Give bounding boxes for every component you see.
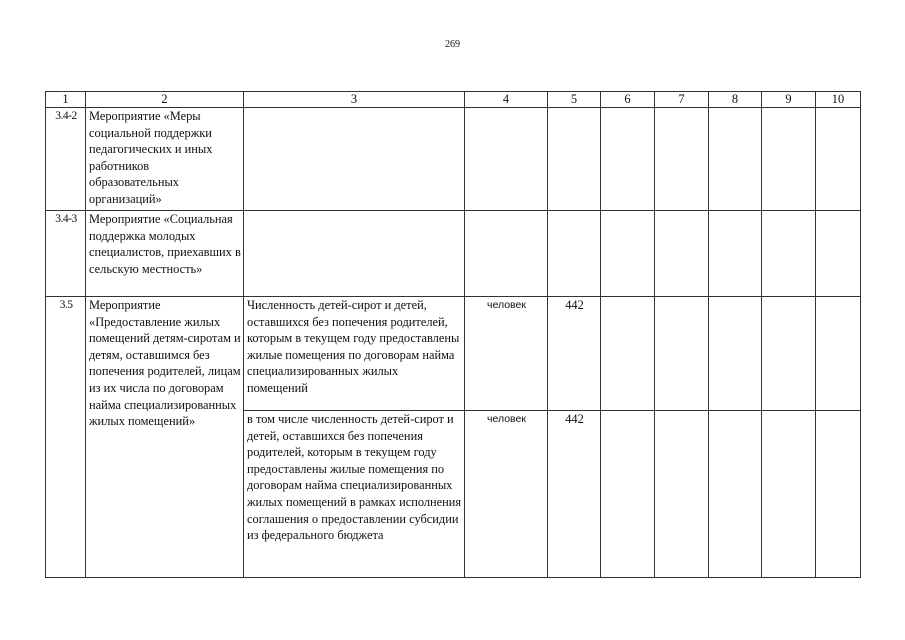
empty-cell — [762, 411, 816, 578]
empty-cell — [548, 108, 601, 211]
empty-cell — [762, 108, 816, 211]
column-header: 1 — [46, 92, 86, 108]
empty-cell — [816, 411, 861, 578]
empty-cell — [244, 211, 465, 297]
data-table — [45, 91, 861, 578]
page-number: 269 — [445, 39, 460, 50]
column-header: 9 — [762, 92, 816, 108]
empty-cell — [601, 211, 655, 297]
empty-cell — [655, 108, 709, 211]
empty-cell — [709, 108, 762, 211]
empty-cell — [655, 411, 709, 578]
measure-name: Мероприятие «Социальная поддержка молодых специалистов, приехавших в сельскую местность» — [86, 211, 244, 297]
row-number: 3.4-2 — [46, 108, 86, 211]
column-header: 6 — [601, 92, 655, 108]
empty-cell — [601, 297, 655, 411]
empty-cell — [655, 297, 709, 411]
unit-cell: человек — [465, 297, 548, 411]
empty-cell — [465, 211, 548, 297]
indicator-text: Численность детей-сирот и детей, оставшихся без попечения родителей, которым в текущем году предоставлены жилые помещения по договорам найма специализированных жилых помещений — [244, 297, 465, 411]
value-cell: 442 — [548, 411, 601, 578]
header-row — [46, 92, 861, 108]
column-header: 7 — [655, 92, 709, 108]
indicator-text: в том числе численность детей-сирот и детей, оставшихся без попечения родителей, которым в текущем году предоставлены жилые помещения по договорам найма специализированных жилых помещений в рамках исполнения соглашения о предоставлении субсидии из федерального бюджета — [244, 411, 465, 578]
row-number: 3.5 — [46, 297, 86, 578]
measure-name: Мероприятие «Предоставление жилых помещений детям-сиротам и детям, оставшимся без попечения родителей, лицам из их числа по договорам найма специализированных жилых помещений» — [86, 297, 244, 578]
column-header: 5 — [548, 92, 601, 108]
empty-cell — [655, 211, 709, 297]
measure-name: Мероприятие «Меры социальной поддержки педагогических и иных работников образовательных организаций» — [86, 108, 244, 211]
unit-cell: человек — [465, 411, 548, 578]
empty-cell — [709, 411, 762, 578]
empty-cell — [548, 211, 601, 297]
empty-cell — [601, 108, 655, 211]
empty-cell — [816, 297, 861, 411]
empty-cell — [601, 411, 655, 578]
table-row — [46, 297, 861, 411]
empty-cell — [816, 108, 861, 211]
empty-cell — [709, 297, 762, 411]
column-header: 8 — [709, 92, 762, 108]
empty-cell — [244, 108, 465, 211]
column-header: 10 — [816, 92, 861, 108]
table-row — [46, 108, 861, 211]
table-row — [46, 211, 861, 297]
empty-cell — [762, 297, 816, 411]
value-cell: 442 — [548, 297, 601, 411]
row-number: 3.4-3 — [46, 211, 86, 297]
empty-cell — [816, 211, 861, 297]
empty-cell — [465, 108, 548, 211]
empty-cell — [709, 211, 762, 297]
column-header: 3 — [244, 92, 465, 108]
empty-cell — [762, 211, 816, 297]
column-header: 4 — [465, 92, 548, 108]
column-header: 2 — [86, 92, 244, 108]
